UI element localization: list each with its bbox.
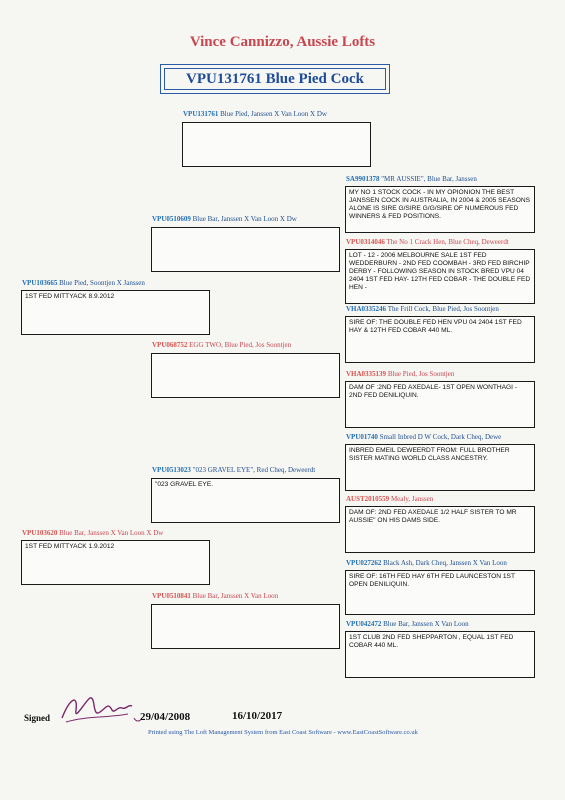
pedigree-box-paternal-granddam	[151, 353, 340, 398]
pedigree-box-grandsire: 1ST FED MITTYACK 8.9.2012	[21, 290, 210, 335]
ring-number: VPU027262	[346, 559, 382, 567]
pedigree-box-sire	[151, 227, 340, 272]
pedigree-label-g3-8	[346, 620, 469, 629]
pedigree-label-g3-6	[346, 495, 433, 504]
bird-description: The Frill Cock, Blue Pied, Jos Soontjen	[387, 305, 499, 313]
pedigree-box-g3-3: SIRE OF: THE DOUBLE FED HEN VPU 04 2404 1ST FED HAY & 12TH FED COBAR 440 ML.	[345, 316, 535, 363]
pedigree-box-g3-2: LOT - 12 - 2006 MELBOURNE SALE 1ST FED WEDDERBURN - 2ND FED COOMBAH - 3RD FED BIRCHIP DERBY - FOLLOWING SEASON IN STOCK BRED VPU 04 2404 1ST FED HAY- 12TH FED COBAR - THE DOUBLE FED HEN -	[345, 249, 535, 304]
pedigree-label-g3-5	[346, 433, 501, 442]
bird-description: Blue Pied, Jos Soontjen	[387, 370, 455, 378]
bird-description: Black Ash, Dark Cheq, Janssen X Van Loon	[383, 559, 507, 567]
pedigree-label-grandsire	[22, 279, 145, 288]
ring-number: VPU0510609	[152, 215, 191, 223]
software-note: Printed using The Loft Management System from East Coast Software - www.EastCoastSoftware.co.uk	[148, 729, 418, 736]
ring-number: VPU0510841	[152, 592, 191, 600]
bird-description: Blue Bar, Janssen X Van Loon	[383, 620, 469, 628]
pedigree-box-granddam-sire: 1ST FED MITTYACK 1.9.2012	[21, 540, 210, 585]
pedigree-label-g3-7	[346, 559, 507, 568]
bird-description: "MR AUSSIE", Blue Bar, Janssen	[381, 175, 477, 183]
bird-description: Blue Bar, Janssen X Van Loon X Dw	[59, 529, 164, 537]
bird-description: Small Inbred D W Cock, Dark Cheq, Dewe	[379, 433, 502, 441]
print-date: 16/10/2017	[232, 710, 283, 722]
pedigree-box-g3-4: DAM OF :2ND FED AXEDALE- 1ST OPEN WONTHAGI - 2ND FED DENILIQUIN.	[345, 381, 535, 428]
pedigree-label-maternal-grandsire	[152, 466, 315, 475]
ring-number: VHA0335139	[346, 370, 387, 378]
bird-description: Blue Pied, Soontjen X Janssen	[59, 279, 145, 287]
ring-number: AUST2010559	[346, 495, 390, 503]
signed-label: Signed	[24, 713, 51, 723]
pedigree-label-g3-2	[346, 238, 509, 247]
ring-number: VPU103620	[22, 529, 58, 537]
bird-description: Blue Bar, Janssen X Van Loon	[192, 592, 279, 600]
bird-description: Blue Bar, Janssen X Van Loon X Dw	[192, 215, 297, 223]
ring-number: VPU131761	[183, 110, 219, 118]
pedigree-box-subject	[182, 122, 371, 167]
pedigree-box-g3-1: MY NO 1 STOCK COCK - IN MY OPIONION THE BEST JANSSEN COCK IN AUSTRALIA, IN 2004 & 2005 SEASONS ALONE IS SIRE G/SIRE G/G/SIRE OF NUMEROUS FED WINNERS & FED POSITIONS.	[345, 186, 535, 233]
pedigree-label-granddam-sire	[22, 529, 163, 538]
pedigree-label-g3-3	[346, 305, 499, 314]
pedigree-box-g3-5: INBRED EMEIL DEWEERDT FROM: FULL BROTHER SISTER MATING WORLD CLASS ANCESTRY.	[345, 444, 535, 491]
bird-description: Blue Pied, Janssen X Van Loon X Dw	[220, 110, 327, 118]
loft-name-heading: Vince Cannizzo, Aussie Lofts	[189, 34, 376, 50]
ring-number: VPU103665	[22, 279, 58, 287]
bird-description: "023 GRAVEL EYE", Red Cheq, Deweerdt	[192, 466, 316, 474]
pedigree-box-g3-8: 1ST CLUB 2ND FED SHEPPARTON , EQUAL 1ST FED COBAR 440 ML.	[345, 631, 535, 678]
bird-description: Mealy, Janssen	[390, 495, 434, 503]
bird-description: The No 1 Crack Hen, Blue Cheq, Deweerdt	[386, 238, 509, 246]
ring-number: VHA0335246	[346, 305, 387, 313]
pedigree-label-paternal-granddam	[152, 341, 291, 350]
pedigree-box-maternal-grandsire: "023 GRAVEL EYE.	[151, 478, 340, 523]
pedigree-box-g3-7: SIRE OF: 16TH FED HAY 6TH FED LAUNCESTON 1ST OPEN DENILIQUIN.	[345, 570, 535, 615]
pedigree-label-g3-4	[346, 370, 454, 379]
ring-number: VPU0513023	[152, 466, 191, 474]
bird-title: VPU131761 Blue Pied Cock	[164, 68, 386, 90]
signature-icon	[56, 688, 146, 728]
ring-number: SA9901378	[346, 175, 380, 183]
bird-description: EGG TWO, Blue Pied, Jos Soontjen	[189, 341, 292, 349]
pedigree-label-g3-1	[346, 175, 477, 184]
pedigree-box-maternal-granddam	[151, 604, 340, 649]
ring-number: VPU01740	[346, 433, 378, 441]
signed-date: 29/04/2008	[140, 711, 191, 723]
ring-number: VPU042472	[346, 620, 382, 628]
pedigree-label-subject	[183, 110, 327, 119]
ring-number: VPU0314046	[346, 238, 385, 246]
ring-number: VPU068752	[152, 341, 188, 349]
bird-title-frame	[160, 64, 390, 94]
pedigree-box-g3-6: DAM OF: 2ND FED AXEDALE 1/2 HALF SISTER TO MR AUSSIE" ON HIS DAMS SIDE.	[345, 506, 535, 553]
pedigree-label-maternal-granddam	[152, 592, 278, 601]
pedigree-label-sire	[152, 215, 297, 224]
